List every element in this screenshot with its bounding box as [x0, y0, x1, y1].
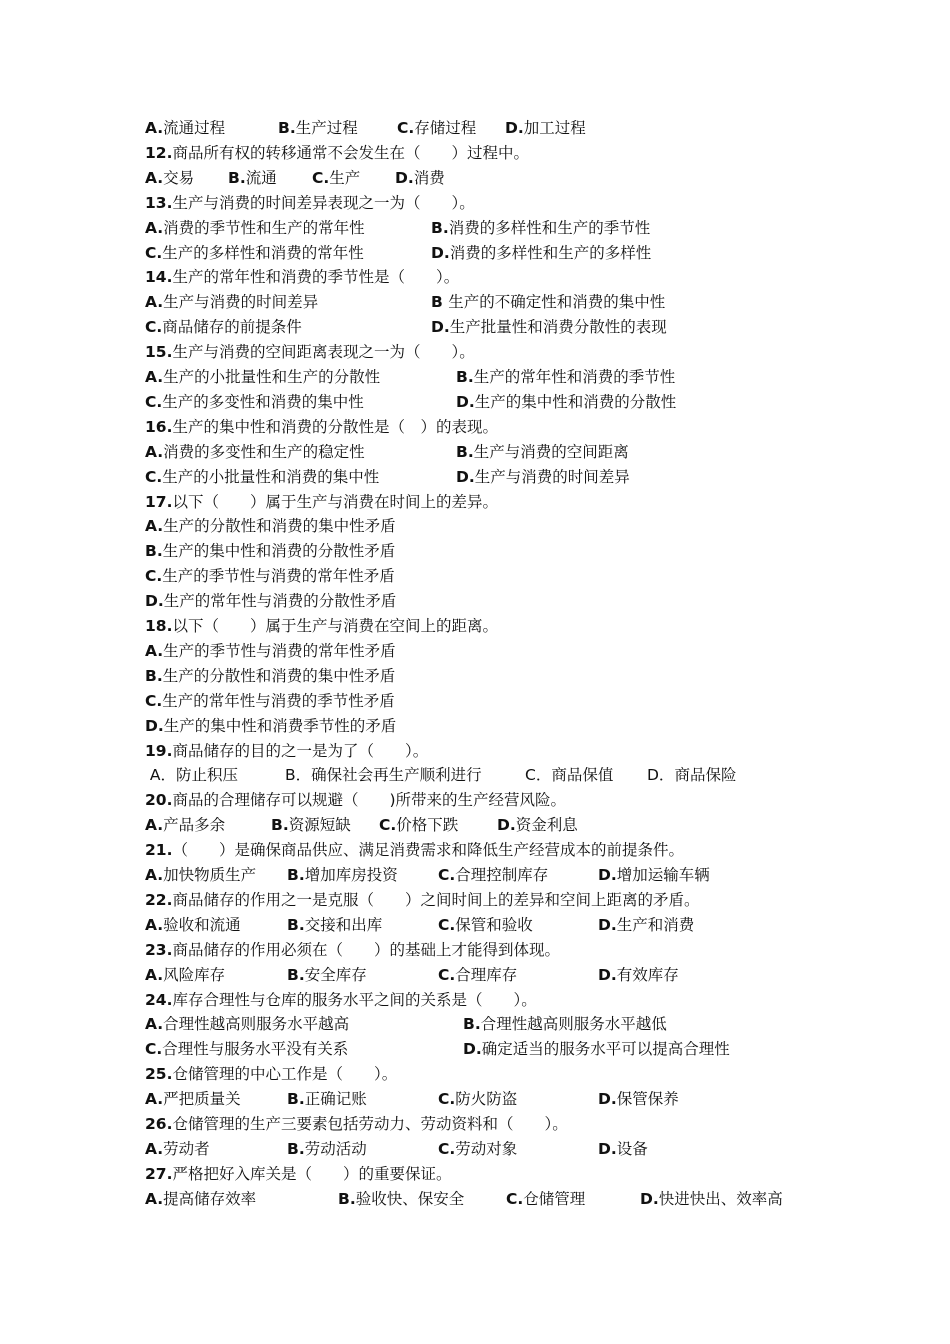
- question-number: 20.: [145, 791, 173, 810]
- option-label: D.: [598, 1139, 617, 1158]
- question-text: 生产与消费的空间距离表现之一为（ ）。: [172, 343, 475, 362]
- question-line: [145, 1062, 397, 1087]
- option-text: 验收快、保安全: [355, 1189, 465, 1208]
- option-text: 保管和验收: [455, 915, 533, 934]
- option-text: 消费的季节性和生产的常年性: [163, 218, 365, 237]
- question-number: 24.: [145, 990, 173, 1009]
- question-number: 18.: [145, 617, 173, 635]
- option-text: 生产的季节性与消费的常年性矛盾: [163, 641, 396, 660]
- question-number: 22.: [145, 890, 173, 909]
- option-text: 劳动对象: [455, 1139, 518, 1158]
- option-label: A．: [145, 766, 177, 785]
- option-c: [145, 689, 395, 714]
- question-text: 以下（ ）属于生产与消费在时间上的差异。: [172, 492, 498, 511]
- option-text: 劳动活动: [304, 1139, 367, 1158]
- option-c: [397, 116, 476, 141]
- option-label: C.: [379, 816, 397, 835]
- option-label: C.: [438, 1139, 456, 1158]
- option-label: A.: [145, 517, 164, 536]
- option-text: 资源短缺: [288, 816, 351, 835]
- option-text: 风险库存: [163, 965, 226, 984]
- option-c: [525, 763, 613, 788]
- option-text: 生产批量性和消费分散性的表现: [449, 318, 667, 337]
- option-text: 生产与消费的时间差异: [474, 467, 630, 486]
- option-text: 价格下跌: [396, 816, 459, 835]
- question-text: 商品储存的作用之一是克服（ ）之间时间上的差异和空间上距离的矛盾。: [172, 890, 700, 909]
- option-text: 生产的常年性与消费的季节性矛盾: [162, 691, 395, 710]
- option-label: A.: [145, 218, 164, 237]
- question-text: 严格把好入库关是（ ）的重要保证。: [172, 1164, 452, 1183]
- option-text: 防止积压: [176, 766, 239, 785]
- option-text: 商品储存的前提条件: [162, 318, 302, 337]
- question-number: 25.: [145, 1065, 173, 1084]
- question-line: [145, 938, 560, 963]
- option-text: 生产和消费: [616, 915, 695, 934]
- question-text: 库存合理性与仓库的服务水平之间的关系是（ ）。: [172, 990, 537, 1009]
- question-line: [145, 340, 475, 365]
- option-text: 劳动者: [163, 1139, 210, 1158]
- option-text: 生产与消费的空间距离: [473, 442, 629, 461]
- option-b: [145, 664, 395, 689]
- option-label: D.: [497, 816, 516, 835]
- option-a: [145, 763, 238, 788]
- question-text: 商品的合理储存可以规避（ )所带来的生产经营风险。: [172, 791, 567, 810]
- option-c: [145, 465, 379, 490]
- option-b: [228, 166, 277, 191]
- option-d: [431, 315, 667, 340]
- option-d: [497, 813, 578, 838]
- question-line: [145, 988, 537, 1013]
- option-a: [145, 1087, 241, 1112]
- option-text: 生产的小批量性和消费的集中性: [162, 467, 380, 486]
- question-text: 以下（ ）属于生产与消费在空间上的距离。: [172, 617, 498, 635]
- option-label: A.: [145, 641, 164, 660]
- option-text: 加快物质生产: [163, 866, 257, 884]
- option-label: D.: [456, 467, 475, 486]
- option-label: B.: [228, 168, 246, 187]
- question-text: 商品储存的目的之一是为了（ ）。: [172, 741, 429, 760]
- option-text: 设备: [616, 1139, 648, 1158]
- option-d: [431, 241, 651, 266]
- question-text: 商品所有权的转移通常不会发生在（ ）过程中。: [172, 143, 529, 162]
- question-number: 27.: [145, 1164, 173, 1183]
- option-label: A.: [145, 866, 164, 884]
- question-line: [145, 838, 684, 863]
- option-text: 生产与消费的时间差异: [163, 293, 319, 312]
- option-text: 合理性越高则服务水平越高: [163, 1015, 350, 1034]
- option-text: 生产的多变性和消费的集中性: [162, 392, 364, 411]
- option-c: [379, 813, 458, 838]
- question-text: 生产的集中性和消费的分散性是（ ）的表现。: [172, 417, 498, 436]
- option-label: D.: [145, 716, 164, 735]
- option-b: [456, 440, 629, 465]
- option-text: 生产: [329, 168, 361, 187]
- option-b: [278, 116, 358, 141]
- option-label: A.: [145, 1090, 164, 1109]
- option-label: A.: [145, 168, 164, 187]
- option-text: 流通过程: [163, 119, 226, 137]
- question-number: 16.: [145, 417, 173, 436]
- option-text: 加工过程: [523, 119, 586, 137]
- option-text: 资金利息: [515, 816, 578, 835]
- option-c: [145, 315, 302, 340]
- option-d: [598, 913, 694, 938]
- option-label: C.: [145, 318, 163, 337]
- option-label: C.: [397, 119, 415, 137]
- question-line: [145, 141, 529, 166]
- question-line: [145, 265, 459, 290]
- option-d: [456, 390, 676, 415]
- option-label: C.: [506, 1189, 524, 1208]
- option-b: [285, 763, 482, 788]
- option-label: D．: [647, 766, 675, 785]
- option-label: C.: [145, 392, 163, 411]
- option-label: A.: [145, 1139, 164, 1158]
- option-b: [271, 813, 351, 838]
- option-b: [338, 1187, 464, 1212]
- option-label: A.: [145, 915, 164, 934]
- option-label: B.: [287, 1139, 305, 1158]
- option-a: [145, 863, 256, 888]
- option-a: [145, 1187, 256, 1212]
- option-text: 生产的分散性和消费的集中性矛盾: [163, 517, 396, 536]
- option-label: C.: [438, 866, 456, 884]
- option-c: [506, 1187, 585, 1212]
- option-label: B.: [338, 1189, 356, 1208]
- question-text: （ ）是确保商品供应、满足消费需求和降低生产经营成本的前提条件。: [172, 841, 684, 860]
- option-text: 交易: [163, 168, 195, 187]
- question-line: [145, 191, 475, 216]
- option-label: D.: [145, 592, 164, 611]
- option-text: 生产的集中性和消费的分散性: [474, 392, 677, 411]
- question-text: 商品储存的作用必须在（ ）的基础上才能得到体现。: [172, 940, 560, 959]
- option-a: [145, 813, 225, 838]
- option-label: C.: [438, 965, 456, 984]
- option-text: 生产的集中性和消费的分散性矛盾: [162, 542, 396, 561]
- option-text: 商品保险: [674, 766, 737, 785]
- question-text: 生产与消费的时间差异表现之一为（ ）。: [172, 193, 475, 212]
- option-a: [145, 216, 365, 241]
- option-text: 合理性与服务水平没有关系: [162, 1040, 349, 1059]
- option-label: D.: [598, 915, 617, 934]
- option-label: A.: [145, 293, 164, 312]
- option-d: [598, 1087, 679, 1112]
- option-label: D.: [598, 965, 617, 984]
- question-number: 17.: [145, 492, 173, 511]
- option-label: B.: [456, 368, 474, 386]
- question-number: 12.: [145, 143, 173, 162]
- option-label: C.: [145, 467, 163, 486]
- option-text: 严把质量关: [163, 1090, 241, 1109]
- option-text: 合理性越高则服务水平越低: [480, 1015, 667, 1034]
- option-a: [145, 290, 318, 315]
- option-label: A.: [145, 1189, 164, 1208]
- question-number: 21.: [145, 841, 173, 860]
- option-c: [145, 241, 364, 266]
- option-label: A.: [145, 1015, 164, 1034]
- option-label: D.: [456, 392, 475, 411]
- question-number: 19.: [145, 741, 173, 760]
- option-d: [640, 1187, 783, 1212]
- question-number: 26.: [145, 1115, 173, 1133]
- option-b: [145, 539, 395, 564]
- option-a: [145, 440, 365, 465]
- option-c: [145, 564, 395, 589]
- option-text: 安全库存: [304, 965, 367, 984]
- question-number: 13.: [145, 193, 173, 212]
- option-label: C.: [438, 915, 456, 934]
- option-b: [287, 913, 382, 938]
- question-number: 14.: [145, 268, 173, 287]
- option-d: [647, 763, 736, 788]
- option-label: D.: [395, 168, 414, 187]
- question-line: [145, 888, 699, 913]
- option-label: A.: [145, 119, 164, 137]
- question-line: [145, 490, 498, 515]
- question-number: 15.: [145, 343, 173, 362]
- option-b: [431, 290, 665, 315]
- option-b: [287, 963, 367, 988]
- option-label: D.: [640, 1189, 659, 1208]
- option-c: [438, 1087, 517, 1112]
- option-text: 消费的多变性和生产的稳定性: [163, 442, 365, 461]
- option-label: A.: [145, 442, 164, 461]
- option-text: 生产的不确定性和消费的集中性: [448, 293, 666, 312]
- option-label: B.: [456, 442, 474, 461]
- option-b: [287, 1087, 367, 1112]
- option-label: B．: [285, 766, 312, 785]
- option-d: [456, 465, 630, 490]
- option-text: 产品多余: [163, 816, 226, 835]
- option-text: 商品保值: [551, 766, 614, 785]
- option-d: [598, 863, 710, 888]
- option-c: [438, 913, 533, 938]
- option-label: D.: [463, 1040, 482, 1059]
- question-text: 仓储管理的中心工作是（ ）。: [172, 1065, 398, 1084]
- option-text: 生产的小批量性和生产的分散性: [163, 368, 381, 386]
- option-text: 合理库存: [455, 965, 518, 984]
- option-b: [463, 1012, 667, 1037]
- question-line: [145, 415, 498, 440]
- option-label: A.: [145, 368, 164, 386]
- option-label: A.: [145, 965, 164, 984]
- option-label: B.: [287, 1090, 305, 1109]
- option-c: [312, 166, 360, 191]
- option-d: [145, 714, 396, 739]
- option-d: [463, 1037, 730, 1062]
- option-text: 生产的常年性与消费的分散性矛盾: [163, 592, 397, 611]
- option-label: D.: [431, 243, 450, 262]
- option-c: [438, 963, 517, 988]
- option-text: 有效库存: [616, 965, 679, 984]
- option-label: B.: [431, 218, 449, 237]
- option-text: 提高储存效率: [163, 1189, 257, 1208]
- option-b: [456, 365, 675, 390]
- option-label: B.: [145, 666, 163, 685]
- question-line: [145, 614, 498, 639]
- option-text: 防火防盗: [455, 1090, 518, 1109]
- question-text: 生产的常年性和消费的季节性是（ ）。: [172, 268, 460, 287]
- option-text: 生产的多样性和消费的常年性: [162, 243, 364, 262]
- option-b: [287, 1137, 367, 1162]
- option-label: C.: [145, 567, 163, 586]
- option-text: 交接和出库: [304, 915, 383, 934]
- option-text: 生产的集中性和消费季节性的矛盾: [163, 716, 397, 735]
- question-line: [145, 1162, 451, 1187]
- option-label: B.: [287, 915, 305, 934]
- option-text: 消费: [413, 168, 445, 187]
- option-label: C．: [525, 766, 552, 785]
- option-a: [145, 166, 194, 191]
- option-label: C.: [438, 1090, 456, 1109]
- option-text: 增加库房投资: [304, 866, 398, 884]
- option-text: 仓储管理: [523, 1189, 586, 1208]
- option-text: 消费的多样性和生产的季节性: [448, 218, 651, 237]
- option-text: 流通: [245, 168, 277, 187]
- option-b: [287, 863, 398, 888]
- option-a: [145, 1137, 210, 1162]
- option-label: D.: [505, 119, 524, 137]
- option-a: [145, 514, 396, 539]
- option-label: C.: [312, 168, 330, 187]
- option-d: [598, 963, 679, 988]
- option-label: B.: [463, 1015, 481, 1034]
- option-d: [505, 116, 586, 141]
- option-label: C.: [145, 691, 163, 710]
- option-label: C.: [145, 1040, 163, 1059]
- option-text: 生产的分散性和消费的集中性矛盾: [162, 666, 396, 685]
- question-line: [145, 739, 428, 764]
- option-a: [145, 639, 396, 664]
- option-label: B.: [278, 119, 296, 137]
- option-b: [431, 216, 650, 241]
- option-text: 存储过程: [414, 119, 477, 137]
- question-line: [145, 1112, 568, 1137]
- option-text: 快进快出、效率高: [658, 1189, 783, 1208]
- option-c: [438, 863, 548, 888]
- option-a: [145, 1012, 349, 1037]
- option-a: [145, 913, 241, 938]
- option-text: 生产的常年性和消费的季节性: [473, 368, 676, 386]
- option-text: 消费的多样性和生产的多样性: [449, 243, 652, 262]
- option-label: B: [431, 293, 449, 312]
- question-text: 仓储管理的生产三要素包括劳动力、劳动资料和（ ）。: [172, 1115, 568, 1133]
- option-text: 验收和流通: [163, 915, 241, 934]
- option-label: D.: [431, 318, 450, 337]
- option-text: 保管保养: [616, 1090, 679, 1109]
- option-label: A.: [145, 816, 164, 835]
- option-c: [145, 1037, 348, 1062]
- option-d: [395, 166, 445, 191]
- question-line: [145, 788, 566, 813]
- option-label: B.: [145, 542, 163, 561]
- option-label: D.: [598, 1090, 617, 1109]
- option-a: [145, 116, 225, 141]
- option-c: [438, 1137, 517, 1162]
- option-label: D.: [598, 866, 617, 884]
- option-text: 确定适当的服务水平可以提高合理性: [481, 1040, 730, 1059]
- option-a: [145, 963, 225, 988]
- question-number: 23.: [145, 940, 173, 959]
- option-text: 增加运输车辆: [616, 866, 710, 884]
- option-d: [598, 1137, 648, 1162]
- option-text: 确保社会再生产顺利进行: [311, 766, 482, 785]
- option-text: 合理控制库存: [455, 866, 549, 884]
- option-label: C.: [145, 243, 163, 262]
- option-d: [145, 589, 396, 614]
- option-label: B.: [271, 816, 289, 835]
- option-label: B.: [287, 866, 305, 884]
- option-text: 生产的季节性与消费的常年性矛盾: [162, 567, 395, 586]
- option-text: 生产过程: [295, 119, 358, 137]
- option-label: B.: [287, 965, 305, 984]
- option-text: 正确记账: [304, 1090, 367, 1109]
- option-a: [145, 365, 380, 390]
- option-c: [145, 390, 364, 415]
